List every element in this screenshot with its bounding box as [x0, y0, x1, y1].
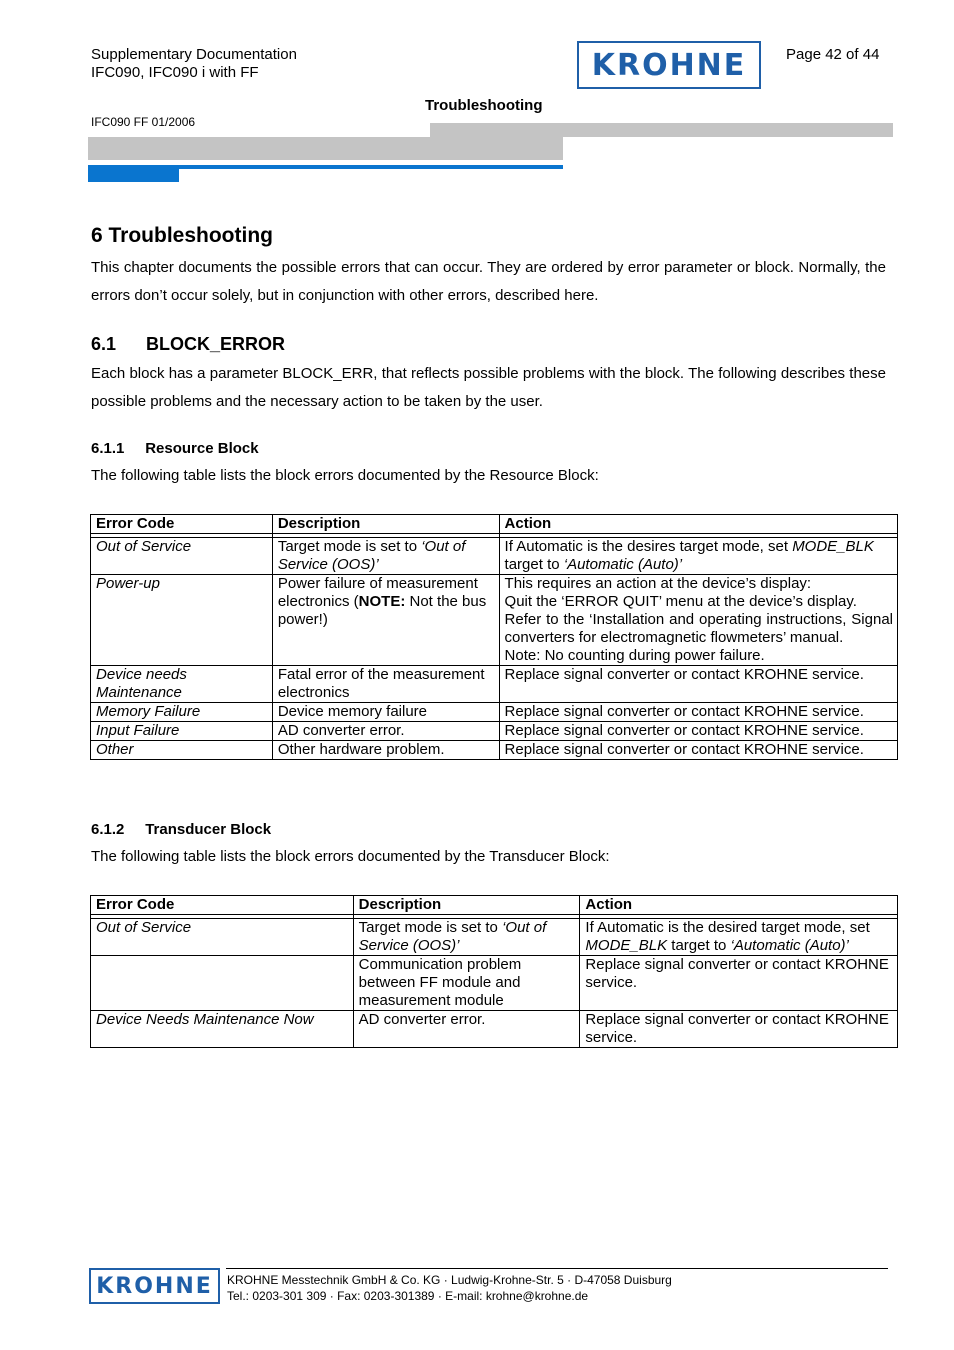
- action-cell: Replace signal converter or contact KROHNE service.: [499, 741, 897, 760]
- table-row: [91, 919, 898, 956]
- error-code-cell: Input Failure: [91, 722, 273, 741]
- doc-title: [91, 46, 297, 82]
- resource-block-table: [90, 514, 898, 760]
- doc-title-line2: IFC090, IFC090 i with FF: [91, 64, 259, 81]
- description-cell: Device memory failure: [272, 703, 499, 722]
- header-bar-right: [430, 123, 893, 137]
- table-header-row: [91, 896, 898, 915]
- table-row: [91, 956, 898, 1011]
- col-header-action: Action: [580, 896, 898, 915]
- section-6-1-1-title: 6.1.1 Resource Block: [91, 440, 259, 457]
- col-header-error-code: Error Code: [91, 896, 354, 915]
- description-cell: Target mode is set to ‘Out of Service (OOS)’: [272, 538, 499, 575]
- krohne-logo-text: KROHNE: [591, 47, 747, 83]
- action-cell: This requires an action at the device’s display: Quit the ‘ERROR QUIT’ menu at the device’s display. Refer to the ‘Installation and operating instructions, Signal converters for electromagnetic flowmeters’ manual. Note: No counting during power failure.: [499, 575, 897, 666]
- table-header-row: [91, 515, 898, 534]
- table-row: [91, 741, 898, 760]
- transducer-block-table: [90, 895, 898, 1048]
- error-code-cell: [91, 956, 354, 1011]
- action-cell: Replace signal converter or contact KROHNE service.: [499, 666, 897, 703]
- action-cell: Replace signal converter or contact KROHNE service.: [580, 956, 898, 1011]
- error-code-cell: Device needs Maintenance: [91, 666, 273, 703]
- table-row: [91, 575, 898, 666]
- section-6-1-text: Each block has a parameter BLOCK_ERR, that reflects possible problems with the block. The following describes these possible problems and the necessary action to be taken by the user.: [91, 365, 886, 410]
- chapter-intro: This chapter documents the possible errors that can occur. They are ordered by error parameter or block. Normally, the errors don’t occur solely, but in conjunction with other errors, described here.: [91, 259, 886, 304]
- table-row: [91, 538, 898, 575]
- action-cell: If Automatic is the desired target mode, set MODE_BLK target to ‘Automatic (Auto)’: [580, 919, 898, 956]
- error-code-cell: Device Needs Maintenance Now: [91, 1011, 354, 1048]
- krohne-logo: [577, 41, 761, 89]
- footer-logo-text: KROHNE: [96, 1273, 213, 1299]
- table-row: [91, 703, 898, 722]
- description-cell: Other hardware problem.: [272, 741, 499, 760]
- table-row: [91, 666, 898, 703]
- action-cell: Replace signal converter or contact KROHNE service.: [499, 722, 897, 741]
- footer-address: KROHNE Messtechnik GmbH & Co. KG · Ludwig-Krohne-Str. 5 · D-47058 Duisburg: [227, 1273, 672, 1287]
- section-label: Troubleshooting: [425, 97, 543, 114]
- footer-krohne-logo: [89, 1268, 220, 1304]
- error-code-cell: Out of Service: [91, 919, 354, 956]
- section-6-1-title: 6.1 BLOCK_ERROR: [91, 334, 286, 354]
- description-cell: Power failure of measurement electronics (NOTE: Not the bus power!): [272, 575, 499, 666]
- footer-rule: [226, 1268, 888, 1269]
- page-number: Page 42 of 44: [786, 46, 880, 63]
- doc-title-line1: Supplementary Documentation: [91, 46, 297, 63]
- col-header-action: Action: [499, 515, 897, 534]
- section-6-1-1-text: The following table lists the block errors documented by the Resource Block:: [91, 467, 599, 484]
- error-code-cell: Out of Service: [91, 538, 273, 575]
- action-cell: Replace signal converter or contact KROHNE service.: [580, 1011, 898, 1048]
- error-code-cell: Memory Failure: [91, 703, 273, 722]
- doc-code: IFC090 FF 01/2006: [91, 115, 196, 129]
- table-row: [91, 1011, 898, 1048]
- chapter-title: 6 Troubleshooting: [91, 224, 273, 247]
- description-cell: AD converter error.: [272, 722, 499, 741]
- action-cell: If Automatic is the desires target mode, set MODE_BLK target to ‘Automatic (Auto)’: [499, 538, 897, 575]
- description-cell: Communication problem between FF module and measurement module: [353, 956, 580, 1011]
- action-cell: Replace signal converter or contact KROHNE service.: [499, 703, 897, 722]
- section-6-1-2-text: The following table lists the block errors documented by the Transducer Block:: [91, 848, 610, 865]
- table-row: [91, 722, 898, 741]
- header-accent-block: [88, 165, 179, 182]
- header-bar-left: [88, 137, 563, 160]
- col-header-description: Description: [353, 896, 580, 915]
- description-cell: AD converter error.: [353, 1011, 580, 1048]
- error-code-cell: Power-up: [91, 575, 273, 666]
- section-6-1-2-title: 6.1.2 Transducer Block: [91, 821, 272, 838]
- description-cell: Target mode is set to ‘Out of Service (OOS)’: [353, 919, 580, 956]
- footer-contact: Tel.: 0203-301 309 · Fax: 0203-301389 · E-mail: krohne@krohne.de: [227, 1289, 589, 1303]
- description-cell: Fatal error of the measurement electronics: [272, 666, 499, 703]
- col-header-error-code: Error Code: [91, 515, 273, 534]
- col-header-description: Description: [272, 515, 499, 534]
- error-code-cell: Other: [91, 741, 273, 760]
